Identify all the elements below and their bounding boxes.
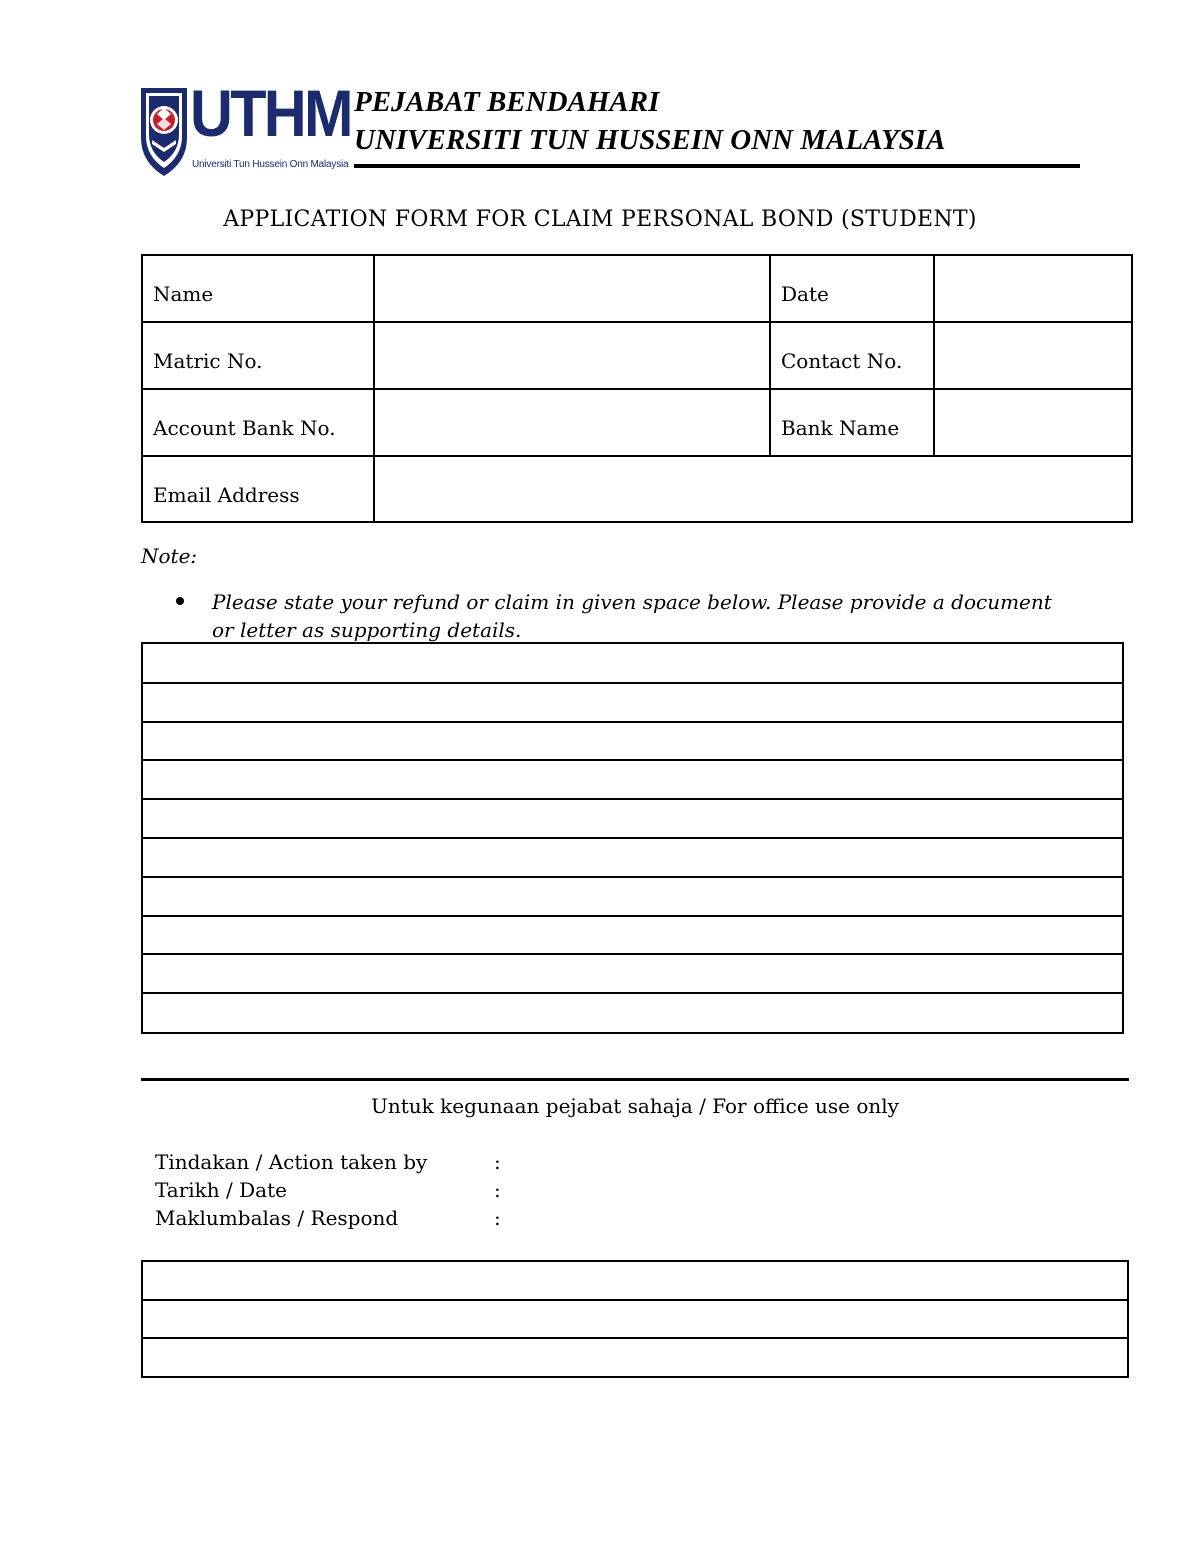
date-label-cell [771, 256, 935, 321]
bank-name-label: Bank Name [781, 416, 900, 440]
respond-colon: : [494, 1206, 501, 1230]
table-row [143, 256, 1131, 323]
claim-writing-line [143, 992, 1122, 994]
email-label: Email Address [153, 483, 300, 507]
uthm-shield-icon [139, 86, 189, 178]
account-label-cell [143, 390, 375, 455]
date-label: Date [781, 282, 829, 306]
table-row [143, 323, 1131, 390]
claim-writing-line [143, 759, 1122, 761]
matric-label: Matric No. [153, 349, 263, 373]
office-use-title: Untuk kegunaan pejabat sahaja / For office use only [371, 1094, 899, 1118]
email-label-cell [143, 457, 375, 521]
table-row [143, 390, 1131, 457]
claim-writing-line [143, 837, 1122, 839]
note-text: Please state your refund or claim in given space below. Please provide a document or letter as supporting details. [212, 590, 1052, 642]
logo-subtitle: Universiti Tun Hussein Onn Malaysia [192, 159, 349, 170]
claim-writing-line [143, 682, 1122, 684]
name-label-cell [143, 256, 375, 321]
org-name-line1: PEJABAT BENDAHARI [354, 86, 660, 118]
bank-name-label-cell [771, 390, 935, 455]
name-field[interactable] [375, 256, 771, 321]
respond-writing-line [143, 1299, 1127, 1301]
org-name-line2: UNIVERSITI TUN HUSSEIN ONN MALAYSIA [354, 124, 946, 156]
date-field[interactable] [935, 256, 1131, 321]
respond-writing-line [143, 1337, 1127, 1339]
account-field[interactable] [375, 390, 771, 455]
office-use-divider [141, 1078, 1129, 1081]
action-taken-label: Tindakan / Action taken by [155, 1150, 428, 1174]
table-row [143, 457, 1131, 521]
action-taken-colon: : [494, 1150, 501, 1174]
contact-field[interactable] [935, 323, 1131, 388]
applicant-info-table [141, 254, 1133, 523]
email-field[interactable] [375, 457, 1131, 521]
claim-writing-line [143, 876, 1122, 878]
claim-writing-line [143, 721, 1122, 723]
matric-label-cell [143, 323, 375, 388]
claim-writing-line [143, 953, 1122, 955]
office-date-label: Tarikh / Date [155, 1178, 287, 1202]
account-label: Account Bank No. [153, 416, 336, 440]
claim-details-box[interactable] [141, 642, 1124, 1034]
claim-writing-line [143, 915, 1122, 917]
respond-box[interactable] [141, 1260, 1129, 1378]
bullet-icon [176, 597, 184, 605]
contact-label-cell [771, 323, 935, 388]
form-title: APPLICATION FORM FOR CLAIM PERSONAL BOND (STUDENT) [223, 207, 977, 232]
matric-field[interactable] [375, 323, 771, 388]
name-label: Name [153, 282, 214, 306]
bank-name-field[interactable] [935, 390, 1131, 455]
office-date-colon: : [494, 1178, 501, 1202]
note-label: Note: [141, 544, 198, 568]
claim-writing-line [143, 798, 1122, 800]
logo-wordmark: UTHM [190, 76, 351, 150]
header-divider [354, 164, 1080, 168]
contact-label: Contact No. [781, 349, 903, 373]
respond-label: Maklumbalas / Respond [155, 1206, 399, 1230]
